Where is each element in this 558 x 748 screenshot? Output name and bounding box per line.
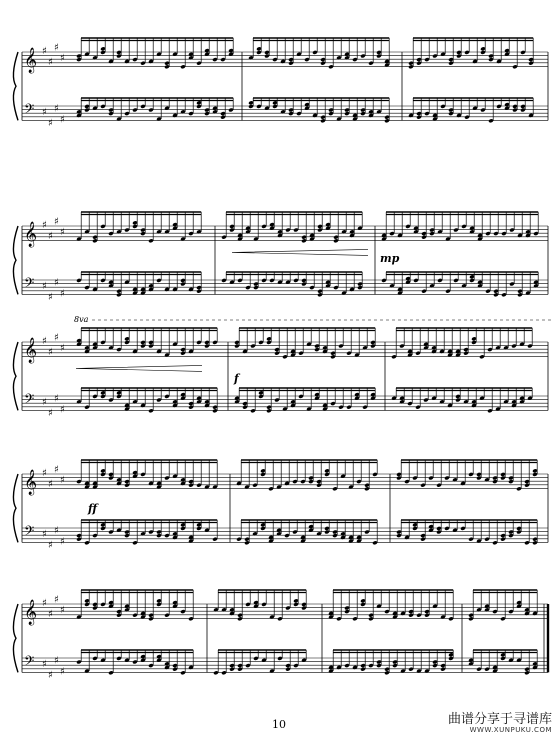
sharp-accidental: ♯ — [60, 227, 65, 239]
dynamic-marking: ff — [88, 502, 98, 515]
beamed-note-group — [468, 590, 538, 621]
sharp-accidental: ♯ — [60, 343, 65, 355]
sharp-accidental: ♯ — [48, 292, 53, 303]
sharp-accidental: ♯ — [42, 281, 47, 293]
sharp-accidental: ♯ — [60, 536, 65, 548]
treble-clef-icon: 𝄞 — [24, 48, 38, 73]
dynamic-marking: f — [234, 372, 239, 385]
beamed-note-group — [234, 388, 376, 413]
sharp-accidental: ♯ — [60, 666, 65, 678]
sharp-accidental: ♯ — [42, 397, 47, 409]
sharp-accidental: ♯ — [48, 408, 53, 419]
beamed-note-group — [468, 650, 538, 675]
bass-clef-icon: 𝄢 — [24, 653, 35, 672]
bass-clef-icon: 𝄢 — [24, 275, 35, 294]
sharp-accidental: ♯ — [54, 103, 59, 115]
bass-clef-icon: 𝄢 — [24, 523, 35, 542]
treble-clef-icon: 𝄞 — [24, 222, 38, 247]
score-system — [13, 38, 548, 129]
sharp-accidental: ♯ — [48, 670, 53, 681]
treble-clef-icon: 𝄞 — [24, 600, 38, 625]
beamed-note-group — [328, 650, 454, 675]
sharp-accidental: ♯ — [54, 277, 59, 289]
beamed-note-group — [328, 590, 454, 621]
sharp-accidental: ♯ — [54, 655, 59, 667]
system-brace — [13, 474, 18, 542]
sharp-accidental: ♯ — [54, 216, 59, 228]
treble-clef-icon: 𝄞 — [24, 338, 38, 363]
beamed-note-group — [76, 590, 194, 621]
sharp-accidental: ♯ — [60, 53, 65, 65]
beamed-note-group — [221, 272, 363, 297]
watermark-text: 曲谱分享于寻谱库 — [447, 712, 552, 727]
sharp-accidental: ♯ — [60, 114, 65, 126]
beamed-note-group — [248, 38, 390, 69]
sharp-accidental: ♯ — [42, 46, 47, 57]
sharp-accidental: ♯ — [48, 118, 53, 129]
sharp-accidental: ♯ — [42, 468, 47, 479]
sharp-accidental: ♯ — [54, 42, 59, 54]
beamed-note-group — [221, 212, 363, 243]
treble-clef-icon: 𝄞 — [24, 470, 38, 495]
system-brace — [13, 52, 18, 120]
watermark — [448, 713, 552, 735]
bass-clef-icon: 𝄢 — [24, 101, 35, 120]
beamed-note-group — [236, 520, 378, 545]
beamed-note-group — [236, 460, 378, 491]
beamed-note-group — [408, 38, 534, 69]
sharp-accidental: ♯ — [54, 393, 59, 405]
sharp-accidental: ♯ — [54, 332, 59, 344]
system-brace — [13, 342, 18, 410]
beamed-note-group — [391, 328, 533, 359]
sharp-accidental: ♯ — [42, 659, 47, 671]
sharp-accidental: ♯ — [42, 598, 47, 609]
sharp-accidental: ♯ — [48, 540, 53, 551]
sharp-accidental: ♯ — [48, 608, 53, 620]
beamed-note-group — [396, 460, 538, 491]
beamed-note-group — [76, 388, 218, 413]
beamed-note-group — [213, 590, 307, 621]
beamed-note-group — [213, 650, 307, 675]
beamed-note-group — [248, 98, 390, 123]
sharp-accidental: ♯ — [54, 525, 59, 537]
watermark-url: WWW.XUNPUKU.COM — [469, 726, 552, 735]
beamed-note-group — [234, 328, 376, 359]
sharp-accidental: ♯ — [54, 594, 59, 606]
hairpin — [232, 249, 368, 255]
sharp-accidental: ♯ — [42, 529, 47, 541]
dynamic-marking: mp — [380, 252, 400, 265]
beamed-note-group — [76, 650, 194, 675]
sharp-accidental: ♯ — [60, 605, 65, 617]
score-system — [13, 212, 548, 303]
sharp-accidental: ♯ — [48, 230, 53, 242]
beamed-note-group — [76, 38, 234, 69]
sharp-accidental: ♯ — [48, 346, 53, 358]
bass-clef-icon: 𝄢 — [24, 391, 35, 410]
sharp-accidental: ♯ — [42, 220, 47, 231]
sharp-accidental: ♯ — [60, 288, 65, 300]
sharp-accidental: ♯ — [42, 107, 47, 119]
sharp-accidental: ♯ — [54, 464, 59, 476]
sharp-accidental: ♯ — [42, 336, 47, 347]
sharp-accidental: ♯ — [48, 478, 53, 490]
system-brace — [13, 226, 18, 294]
beamed-note-group — [396, 520, 538, 545]
score-system — [13, 590, 548, 681]
hairpin — [76, 365, 202, 371]
score-system — [13, 315, 552, 419]
sharp-accidental: ♯ — [48, 56, 53, 68]
beamed-note-group — [76, 520, 218, 545]
ottava-marking: 8va — [74, 315, 89, 324]
beamed-note-group — [76, 272, 202, 297]
sharp-accidental: ♯ — [60, 475, 65, 487]
sharp-accidental: ♯ — [60, 404, 65, 416]
beamed-note-group — [381, 272, 539, 297]
beamed-note-group — [408, 98, 534, 123]
score-system — [13, 460, 548, 551]
page-number: 10 — [272, 718, 286, 731]
beamed-note-group — [391, 388, 533, 413]
beamed-note-group — [76, 212, 202, 243]
system-brace — [13, 604, 18, 672]
